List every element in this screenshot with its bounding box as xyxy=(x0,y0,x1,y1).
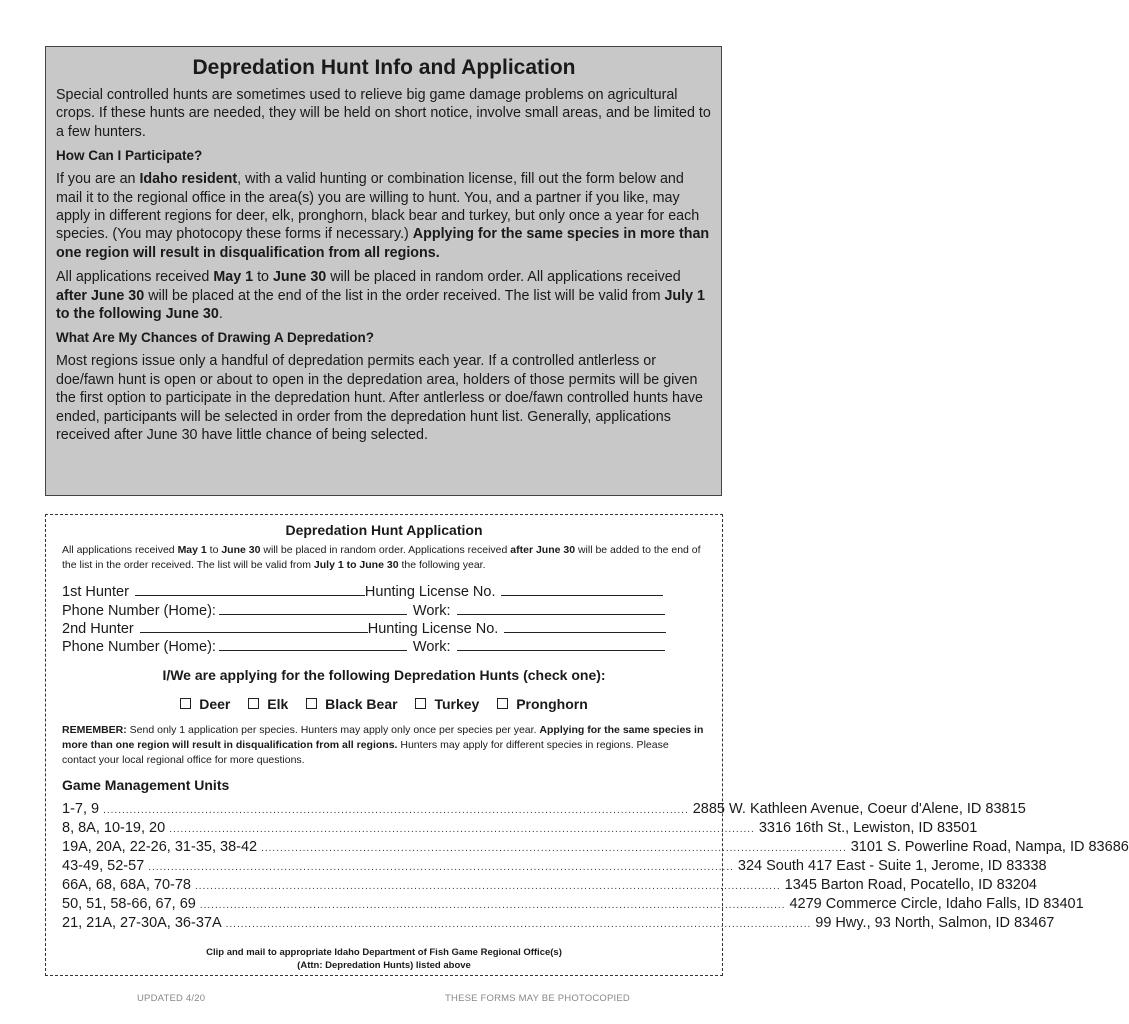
checkbox-square[interactable] xyxy=(180,698,191,709)
hunter2-row xyxy=(62,618,694,637)
applying-heading: I/We are applying for the following Depredation Hunts (check one): xyxy=(162,667,606,683)
page-title: Depredation Hunt Info and Application xyxy=(192,56,576,79)
hunter1-label: 1st Hunter xyxy=(62,584,129,600)
info-panel xyxy=(45,46,722,496)
license2-label: Hunting License No. xyxy=(367,621,499,637)
species-checkboxes xyxy=(46,696,722,712)
gmu-row: 43-49, 52-57 ........................................................................................................................................................... 324 South 417 East - Suite 1, Jerome, ID 83338 xyxy=(62,858,1047,874)
hunter1-row xyxy=(62,581,694,600)
checkbox-square[interactable] xyxy=(415,698,426,709)
hunter2-name-field[interactable] xyxy=(140,618,368,633)
checkbox-square[interactable] xyxy=(248,698,259,709)
updated-label: UPDATED 4/20 xyxy=(137,993,206,1004)
gmu-heading: Game Management Units xyxy=(62,777,230,793)
hunter2-label: 2nd Hunter xyxy=(62,621,134,637)
chances-paragraph: Most regions issue only a handful of depredation permits each year. If a controlled antlerless or doe/fawn hunt is open or about to open in the depredation area, holders of those permits will be given the first option to participate in the depredation hunt. After antlerless or doe/fawn controlled hunts have ended, participants will be selected in order from the depredation hunt list. Generally, applications received after June 30 have little chance of being selected. xyxy=(56,353,703,444)
gmu-row: 8, 8A, 10-19, 20 ........................................................................................................................................................... 3316 16th St., Lewiston, ID 83501 xyxy=(62,820,978,836)
phone1-home-field[interactable] xyxy=(219,600,407,615)
application-form xyxy=(45,514,1129,976)
chances-heading: What Are My Chances of Drawing A Depredation? xyxy=(56,330,375,346)
license2-field[interactable] xyxy=(504,618,666,633)
application-title: Depredation Hunt Application xyxy=(285,522,483,538)
gmu-row: 19A, 20A, 22-26, 31-35, 38-42 ........................................................................................................................................................... 3101 S. Powerline Road, Nampa, ID 83686 xyxy=(62,839,1129,855)
hunter1-name-field[interactable] xyxy=(135,581,365,596)
participate-heading: How Can I Participate? xyxy=(56,148,203,164)
work2-label: Work: xyxy=(412,639,451,655)
gmu-row: 66A, 68, 68A, 70-78 ........................................................................................................................................................... 1345 Barton Road, Pocatello, ID 83204 xyxy=(62,877,1037,893)
participate-paragraph: If you are an Idaho resident, with a valid hunting or combination license, fill out the form below and mail it to the regional office in the area(s) you are willing to hunt. You, and a partner if you like, may apply in different regions for deer, elk, pronghorn, black bear and turkey, but only once a year for each species. (You may photocopy these forms if necessary.) Applying for the same species in more than one region will result in disqualification from all regions. xyxy=(56,171,710,261)
checkbox-pronghorn[interactable]: Pronghorn xyxy=(497,696,588,712)
intro-paragraph: Special controlled hunts are sometimes used to relieve big game damage problems on agricultural crops. If these hunts are needed, they will be held on short notice, involve small areas, and be limited to a few hunters. xyxy=(56,87,711,140)
checkbox-elk[interactable]: Elk xyxy=(248,696,288,712)
checkbox-square[interactable] xyxy=(306,698,317,709)
gmu-row: 1-7, 9 ........................................................................................................................................................... 2885 W. Kathleen Avenue, Coeur d'Alene, ID 83815 xyxy=(62,801,1026,817)
clip-instructions: Clip and mail to appropriate Idaho Department of Fish Game Regional Office(s) (Attn: Depredation Hunts) listed above xyxy=(206,947,562,971)
phone1-row xyxy=(62,600,694,619)
gmu-row: 50, 51, 58-66, 67, 69 ........................................................................................................................................................... 4279 Commerce Circle, Idaho Falls, ID 83401 xyxy=(62,896,1084,912)
checkbox-deer[interactable]: Deer xyxy=(180,696,230,712)
checkbox-square[interactable] xyxy=(497,698,508,709)
license1-field[interactable] xyxy=(501,581,663,596)
checkbox-black-bear[interactable]: Black Bear xyxy=(306,696,397,712)
phone1-work-field[interactable] xyxy=(457,600,665,615)
remember-note: REMEMBER: Send only 1 application per species. Hunters may apply only once per species per year. Applying for the same species in more than one region will result in disqualification from all regions. Hunters may apply for different species in regions. Please contact your local regional office for more questions. xyxy=(62,724,704,766)
checkbox-turkey[interactable]: Turkey xyxy=(415,696,479,712)
license1-label: Hunting License No. xyxy=(364,584,496,600)
phone2-home-field[interactable] xyxy=(219,636,407,651)
phone1-label: Phone Number (Home): xyxy=(62,603,216,619)
work1-label: Work: xyxy=(412,603,451,619)
application-intro: All applications received May 1 to June 30 will be placed in random order. Applications received after June 30 will be added to the end of the list in the order received. The list will be valid from July 1 to June 30 the following year. xyxy=(62,544,701,571)
photocopy-label: THESE FORMS MAY BE PHOTOCOPIED xyxy=(445,993,630,1004)
phone2-label: Phone Number (Home): xyxy=(62,639,216,655)
gmu-row: 21, 21A, 27-30A, 36-37A ........................................................................................................................................................... 99 Hwy., 93 North, Salmon, ID 83467 xyxy=(62,915,1055,931)
dates-paragraph: All applications received May 1 to June 30 will be placed in random order. All applications received after June 30 will be placed at the end of the list in the order received. The list will be valid from July 1 to the following June 30. xyxy=(56,269,705,323)
phone2-work-field[interactable] xyxy=(457,636,665,651)
phone2-row xyxy=(62,636,694,655)
